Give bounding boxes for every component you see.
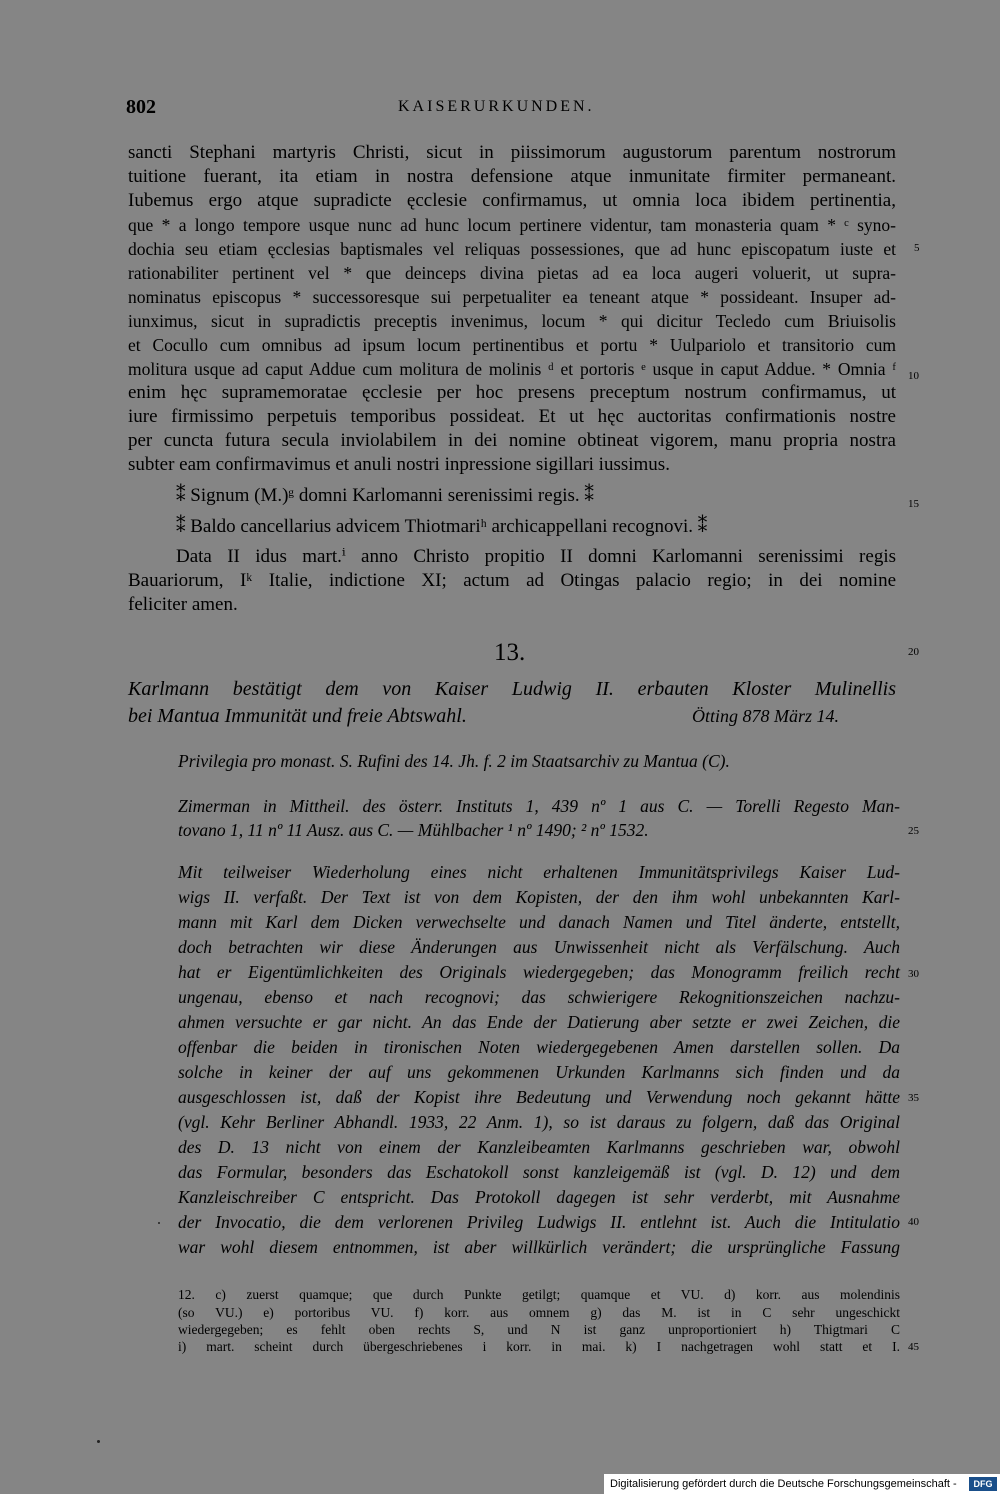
charter-line: molitura usque ad caput Addue cum molitura de molinis ᵈ et portoris ᵉ usque in caput Addue. * Omnia ᶠ [128, 359, 896, 379]
commentary-line: das Formular, besonders das Eschatokoll sonst kanzleigemäß ist (vgl. D. 12) und dem [178, 1162, 900, 1182]
charter-line: tuitione fuerant, ita etiam in nostra defensione atque inmunitate firmiter permaneant. [128, 166, 896, 187]
commentary-line: mann mit Karl dem Dicken verwechselte und danach Namen und Titel änderte, entstellt, [178, 912, 900, 932]
running-title: KAISERURKUNDEN. [398, 98, 595, 115]
dating-line: Data II idus mart.ⁱ anno Christo propitio II domni Karlomanni serenissimi regis [176, 546, 896, 567]
regest-line: bei Mantua Immunität und freie Abtswahl. [128, 705, 467, 727]
charter-line: Iubemus ergo atque supradicte ęcclesie confirmamus, ut omnia loca ibidem pertinentia, [128, 190, 896, 211]
commentary-line: wigs II. verfaßt. Der Text ist von dem Kopisten, der den ihm wohl unbekannten Karl- [178, 887, 900, 907]
place-date: Ötting 878 März 14. [692, 706, 840, 726]
commentary-line: doch betrachten wir diese Änderungen aus Unwissenheit nicht als Verfälschung. Auch [178, 937, 900, 957]
footnote-line: (so VU.) e) portoribus VU. f) korr. aus omnem g) das M. ist in C sehr ungeschickt [178, 1305, 900, 1320]
commentary-line: (vgl. Kehr Berliner Abhandl. 1933, 22 Anm. 1), so ist daraus zu folgern, daß das Original [178, 1112, 900, 1132]
document-number: 13. [494, 639, 526, 666]
line-number: 45 [908, 1341, 919, 1353]
commentary-line: Mit teilweiser Wiederholung eines nicht erhaltenen Immunitätsprivilegs Kaiser Lud- [178, 862, 900, 882]
footnote-line: wiedergegeben; es fehlt oben rechts S, und N ist ganz unproportioniert h) Thigtmari C [178, 1322, 900, 1337]
editions-line: tovano 1, 11 nº 11 Ausz. aus C. — Mühlbacher ¹ nº 1490; ² nº 1532. [178, 820, 649, 840]
commentary-line: der Invocatio, die dem verlorenen Privileg Ludwigs II. entlehnt ist. Auch die Intitulatio [178, 1212, 900, 1232]
scan-speck [97, 1440, 100, 1443]
charter-line: rationabiliter pertinent vel * que deinceps divina pietas ad ea loca augeri voluerit, ut supra- [128, 263, 896, 283]
line-number: 25 [908, 825, 919, 837]
line-number: 40 [908, 1216, 919, 1228]
line-number: 20 [908, 646, 919, 658]
charter-line: iure firmissimo perpetuis temporibus possideat. Et ut hęc auctoritas confirmationis nostre [128, 406, 896, 427]
commentary-line: ahmen versuchte er gar nicht. An das Ende der Datierung aber setzte er zwei Zeichen, die [178, 1012, 900, 1032]
commentary-line: ausgeschlossen ist, daß der Kopist ihre Bedeutung und Verwendung noch gekannt hätte [178, 1087, 900, 1107]
commentary-line: offenbar die beiden in tironischen Noten wiedergegebenen Amen darstellen sollen. Da [178, 1037, 900, 1057]
dfg-logo[interactable]: DFG [969, 1477, 997, 1491]
commentary-line: des D. 13 nicht von einem der Kanzleibeamten Karlmanns geschrieben war, obwohl [178, 1137, 900, 1157]
page-number: 802 [126, 96, 156, 118]
charter-line: sancti Stephani martyris Christi, sicut in piissimorum augustorum parentum nostrorum [128, 142, 896, 163]
charter-line: nominatus episcopus * successoresque sui perpetualiter ea teneant atque * possideant. Insuper ad- [128, 287, 896, 307]
commentary-line: solche in keiner der auf uns gekommenen Urkunden Karlmanns sich finden und da [178, 1062, 900, 1082]
digitization-credit [604, 1474, 1000, 1494]
line-number: 35 [908, 1092, 919, 1104]
editions-line: Zimerman in Mittheil. des österr. Instituts 1, 439 nº 1 aus C. — Torelli Regesto Man- [178, 796, 900, 816]
charter-line: subter eam confirmavimus et anuli nostri inpressione sigillari iussimus. [128, 454, 670, 475]
charter-line: et Cocullo cum omnibus ad ipsum locum pertinentibus et portu * Uulpariolo et transitorio cum [128, 335, 896, 355]
charter-line: enim hęc supramemoratae ęcclesie per hoc presens preceptum nostrum confirmamus, ut [128, 382, 896, 403]
signum-line: ⁑ Signum (M.)ᵍ domni Karlomanni serenissimi regis. ⁑ [176, 485, 594, 506]
footnote-line: 12. c) zuerst quamque; que durch Punkte getilgt; quamque et VU. d) korr. aus molendinis [178, 1287, 900, 1302]
charter-line: dochia seu etiam ęcclesias baptismales vel reliquas possessiones, que ad hunc episcopatum iuste et [128, 239, 896, 259]
charter-line: que * a longo tempore usque nunc ad hunc locum pertinere videntur, tam monasteria quam * ᶜ syno- [128, 215, 896, 235]
tradition-note: Privilegia pro monast. S. Rufini des 14. Jh. f. 2 im Staatsarchiv zu Mantua (C). [178, 751, 730, 771]
regest-line: Karlmann bestätigt dem von Kaiser Ludwig II. erbauten Kloster Mulinellis [128, 678, 896, 700]
charter-line: per cuncta futura secula inviolabilem in dei nomine obtineat vigorem, manu propria nostra [128, 430, 896, 451]
commentary-line: war wohl diesem entnommen, ist aber willkürlich verändert; die ursprüngliche Fassung [178, 1237, 900, 1257]
commentary-line: ungenau, ebenso et nach recognovi; das schwierigere Rekognitionszeichen nachzu- [178, 987, 900, 1007]
line-number: 10 [908, 370, 919, 382]
line-number: 30 [908, 968, 919, 980]
dating-line: Bauariorum, Iᵏ Italie, indictione XI; actum ad Otingas palacio regio; in dei nomine [128, 570, 896, 591]
line-number: 5 [914, 242, 920, 254]
commentary-line: hat er Eigentümlichkeiten des Originals wiedergegeben; das Monogramm freilich recht [178, 962, 900, 982]
charter-line: iunximus, sicut in supradictis preceptis invenimus, locum * qui dicitur Tecledo cum Briuisolis [128, 311, 896, 331]
commentary-line: Kanzleischreiber C entspricht. Das Protokoll dagegen ist sehr verderbt, mit Ausnahme [178, 1187, 900, 1207]
dating-line: feliciter amen. [128, 594, 238, 615]
line-number: 15 [908, 498, 919, 510]
scan-speck [158, 1222, 160, 1224]
footnote-line: i) mart. scheint durch übergeschriebenes i korr. in mai. k) I nachgetragen wohl statt et I. [178, 1339, 900, 1354]
credit-text: Digitalisierung gefördert durch die Deutsche Forschungsgemeinschaft - [610, 1478, 957, 1490]
recognition-line: ⁑ Baldo cancellarius advicem Thiotmariʰ archicappellani recognovi. ⁑ [176, 516, 708, 537]
